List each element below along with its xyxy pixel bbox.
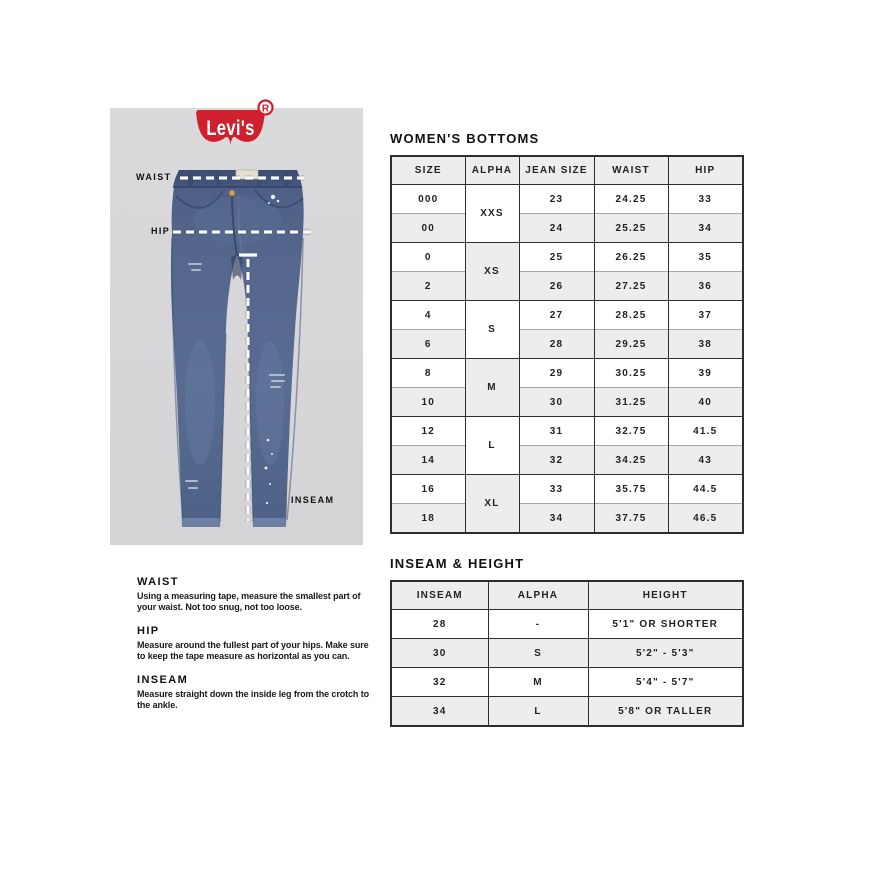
table-row [391,388,743,417]
alpha-cell: XL [465,475,519,534]
header-row [391,581,743,610]
size-cell: 000 [391,185,465,214]
table-row [391,272,743,301]
logo-wordmark: Levi's [206,117,255,141]
jean-size-cell: 23 [519,185,594,214]
alpha-cell: L [465,417,519,475]
table-row [391,243,743,272]
registered-trademark-icon [259,101,273,115]
waist-cell: 35.75 [594,475,668,504]
inseam-instruction [137,674,375,711]
waist-cell: 37.75 [594,504,668,534]
alpha-cell: M [465,359,519,417]
inseam-height-title: INSEAM & HEIGHT [390,556,525,571]
size-tables-column [390,131,743,727]
jean-size-cell: 24 [519,214,594,243]
alpha-cell: L [488,697,588,727]
womens-bottoms-table [390,155,744,534]
svg-text:R: R [261,103,270,115]
inseam-cell: 28 [391,610,488,639]
jeans-photo-panel [110,103,363,545]
hip-guide-label: HIP [151,226,171,236]
hip-cell: 46.5 [668,504,743,534]
header-row [391,156,743,185]
column-header: JEAN SIZE [519,156,594,185]
hip-cell: 38 [668,330,743,359]
column-header: INSEAM [391,581,488,610]
table-row [391,639,743,668]
jean-size-cell: 33 [519,475,594,504]
hip-cell: 41.5 [668,417,743,446]
alpha-cell: S [465,301,519,359]
jean-size-cell: 30 [519,388,594,417]
levis-logo [188,99,288,153]
size-cell: 6 [391,330,465,359]
size-cell: 00 [391,214,465,243]
table-row [391,697,743,727]
hip-cell: 35 [668,243,743,272]
table-row [391,185,743,214]
alpha-cell: S [488,639,588,668]
alpha-cell: XXS [465,185,519,243]
height-cell: 5'8" OR TALLER [588,697,743,727]
waist-cell: 34.25 [594,446,668,475]
waist-cell: 28.25 [594,301,668,330]
table-row [391,417,743,446]
size-cell: 18 [391,504,465,534]
size-cell: 16 [391,475,465,504]
size-cell: 4 [391,301,465,330]
womens-bottoms-title: WOMEN'S BOTTOMS [390,131,540,146]
size-cell: 8 [391,359,465,388]
hip-cell: 34 [668,214,743,243]
table-row [391,475,743,504]
inseam-cell: 34 [391,697,488,727]
table-row [391,359,743,388]
jean-size-cell: 31 [519,417,594,446]
jean-size-cell: 25 [519,243,594,272]
inseam-cell: 32 [391,668,488,697]
size-cell: 12 [391,417,465,446]
inseam-cell: 30 [391,639,488,668]
column-header: SIZE [391,156,465,185]
waist-cell: 24.25 [594,185,668,214]
size-cell: 2 [391,272,465,301]
hip-cell: 43 [668,446,743,475]
womens-bottoms-header [391,156,743,185]
table-row [391,610,743,639]
hip-cell: 37 [668,301,743,330]
waist-instruction-text: Using a measuring tape, measure the smallest part of your waist. Not too snug, not too loose. [137,591,361,612]
inseam-guide-label: INSEAM [291,495,335,505]
table-row [391,668,743,697]
alpha-cell: XS [465,243,519,301]
hip-instruction [137,625,375,662]
waist-instruction-title: WAIST [137,576,179,588]
jean-size-cell: 29 [519,359,594,388]
waist-cell: 32.75 [594,417,668,446]
hip-instruction-title: HIP [137,625,160,637]
waist-cell: 25.25 [594,214,668,243]
hip-cell: 40 [668,388,743,417]
column-header: ALPHA [465,156,519,185]
jean-size-cell: 26 [519,272,594,301]
measure-instructions [137,576,375,723]
alpha-cell: M [488,668,588,697]
hip-cell: 39 [668,359,743,388]
hip-instruction-text: Measure around the fullest part of your hips. Make sure to keep the tape measure as horizontal as you can. [137,640,369,661]
jean-size-cell: 27 [519,301,594,330]
hip-cell: 44.5 [668,475,743,504]
waist-cell: 31.25 [594,388,668,417]
waist-guide-label: WAIST [136,172,172,182]
waist-cell: 27.25 [594,272,668,301]
table-row [391,330,743,359]
jean-size-cell: 32 [519,446,594,475]
size-cell: 0 [391,243,465,272]
jean-size-cell: 28 [519,330,594,359]
inseam-height-header [391,581,743,610]
size-cell: 10 [391,388,465,417]
table-row [391,301,743,330]
jean-size-cell: 34 [519,504,594,534]
waist-instruction [137,576,375,613]
column-header: HEIGHT [588,581,743,610]
height-cell: 5'1" OR SHORTER [588,610,743,639]
size-cell: 14 [391,446,465,475]
table-row [391,504,743,534]
table-row [391,446,743,475]
height-cell: 5'2" - 5'3" [588,639,743,668]
inseam-instruction-text: Measure straight down the inside leg from the crotch to the ankle. [137,689,370,710]
waist-cell: 29.25 [594,330,668,359]
hip-cell: 33 [668,185,743,214]
waist-cell: 26.25 [594,243,668,272]
column-header: WAIST [594,156,668,185]
column-header: HIP [668,156,743,185]
height-cell: 5'4" - 5'7" [588,668,743,697]
inseam-instruction-title: INSEAM [137,674,189,686]
waist-cell: 30.25 [594,359,668,388]
alpha-cell: - [488,610,588,639]
column-header: ALPHA [488,581,588,610]
inseam-height-table [390,580,744,727]
hip-cell: 36 [668,272,743,301]
table-row [391,214,743,243]
